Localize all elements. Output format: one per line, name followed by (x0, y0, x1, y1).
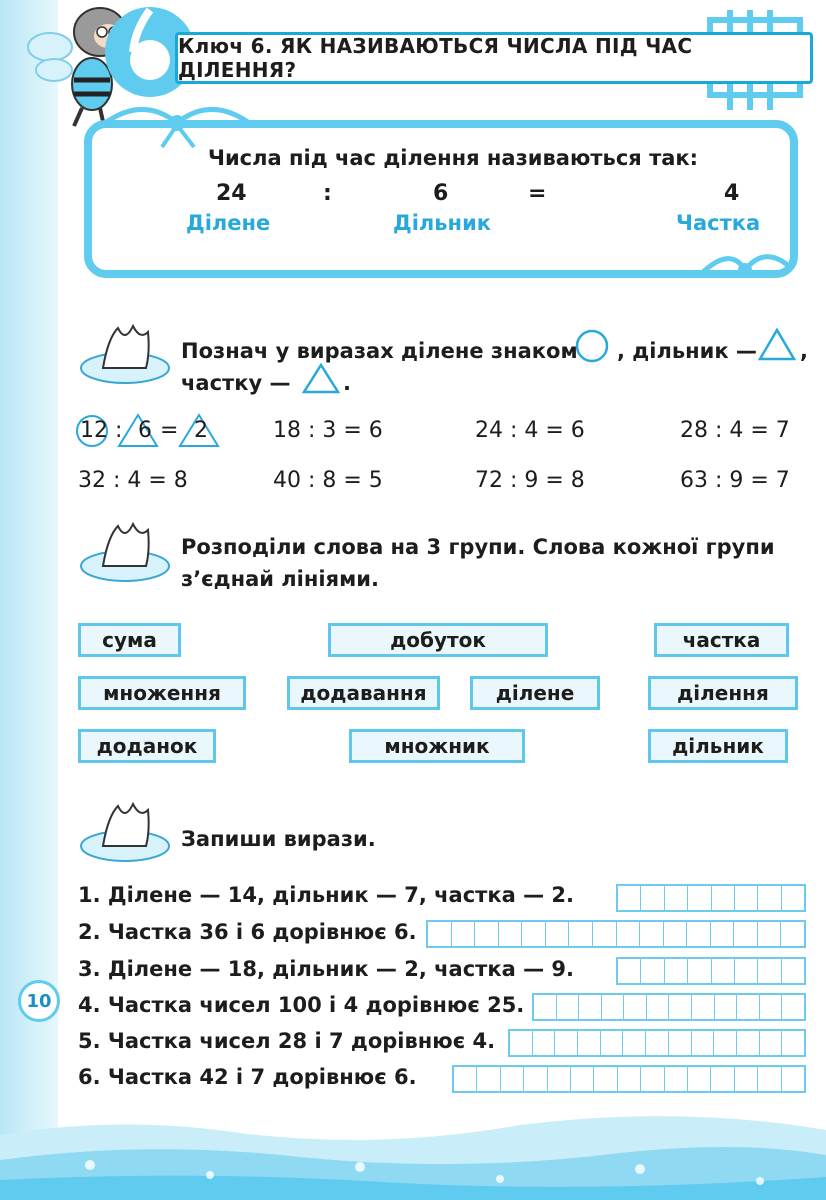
word-card[interactable]: дільник (648, 729, 788, 763)
expression[interactable]: 40 : 8 = 5 (273, 468, 383, 493)
answer-grid[interactable] (616, 957, 806, 985)
expression[interactable]: 28 : 4 = 7 (680, 418, 790, 443)
equals-sign: = (528, 181, 547, 206)
task2-line1: Розподіли слова на 3 групи. Слова кожної групи (181, 535, 775, 559)
answer-grid[interactable] (616, 884, 806, 912)
word-card[interactable]: додавання (287, 676, 440, 710)
task1-text-part2: , дільник — (617, 339, 757, 363)
example-equals: = (160, 418, 179, 443)
word-card[interactable]: множення (78, 676, 246, 710)
definition-intro: Числа під час ділення називаються так: (208, 146, 699, 170)
word-card[interactable]: множник (349, 729, 525, 763)
answer-grid[interactable] (426, 920, 806, 948)
task1-text-part1: Познач у виразах ділене знаком (181, 339, 578, 363)
answer-grid[interactable] (508, 1029, 806, 1057)
exercise-item: 2. Частка 36 і 6 дорівнює 6. (78, 920, 417, 944)
triangle-mark-icon (756, 326, 798, 364)
expression[interactable]: 63 : 9 = 7 (680, 468, 790, 493)
word-card[interactable]: частка (654, 623, 789, 657)
dividend-value: 24 (216, 181, 247, 206)
dividend-label: Ділене (186, 211, 271, 235)
exercise-item: 5. Частка чисел 28 і 7 дорівнює 4. (78, 1029, 496, 1053)
flower-task-icon (78, 516, 173, 586)
exercise-item: 1. Ділене — 14, дільник — 7, частка — 2. (78, 883, 574, 907)
exercise-item: 4. Частка чисел 100 і 4 дорівнює 25. (78, 993, 525, 1017)
example-dividend: 12 (80, 418, 108, 443)
ribbon-bow-icon (82, 95, 272, 150)
answer-grid[interactable] (452, 1065, 806, 1093)
divisor-label: Дільник (393, 211, 492, 235)
task1-end-dot: . (343, 371, 351, 395)
task3-prompt: Запиши вирази. (181, 827, 376, 851)
example-quotient: 2 (194, 418, 208, 443)
word-card[interactable]: доданок (78, 729, 216, 763)
meadow-decoration-icon (0, 1095, 826, 1200)
word-card[interactable]: ділене (470, 676, 600, 710)
task1-comma: , (800, 339, 808, 363)
quotient-label: Частка (676, 211, 761, 235)
expression[interactable]: 18 : 3 = 6 (273, 418, 383, 443)
left-decorative-band (0, 0, 58, 1200)
word-card[interactable]: ділення (648, 676, 798, 710)
flower-task-icon (78, 318, 173, 388)
word-card[interactable]: добуток (328, 623, 548, 657)
page-title: Ключ 6. ЯК НАЗИВАЮТЬСЯ ЧИСЛА ПІД ЧАС ДІЛЕННЯ? (175, 32, 813, 84)
page-number: 10 (18, 980, 60, 1022)
expression[interactable]: 32 : 4 = 8 (78, 468, 188, 493)
answer-grid[interactable] (532, 993, 806, 1021)
exercise-item: 3. Ділене — 18, дільник — 2, частка — 9. (78, 957, 574, 981)
expression[interactable]: 24 : 4 = 6 (475, 418, 585, 443)
example-divisor: 6 (138, 418, 152, 443)
divisor-value: 6 (433, 181, 449, 206)
quotient-value: 4 (724, 181, 740, 206)
triangle-mark-icon-2 (300, 361, 342, 397)
task1-line2: частку — (181, 371, 291, 395)
task2-line2: з’єднай лініями. (181, 567, 379, 591)
example-colon: : (115, 418, 123, 443)
ribbon-bow-bottom-icon (690, 245, 800, 295)
flower-task-icon (78, 796, 173, 866)
word-card[interactable]: сума (78, 623, 181, 657)
exercise-item: 6. Частка 42 і 7 дорівнює 6. (78, 1065, 417, 1089)
colon-sign: : (323, 181, 332, 206)
circle-mark-icon (572, 328, 614, 364)
task1-line1 (181, 334, 578, 368)
expression[interactable]: 72 : 9 = 8 (475, 468, 585, 493)
